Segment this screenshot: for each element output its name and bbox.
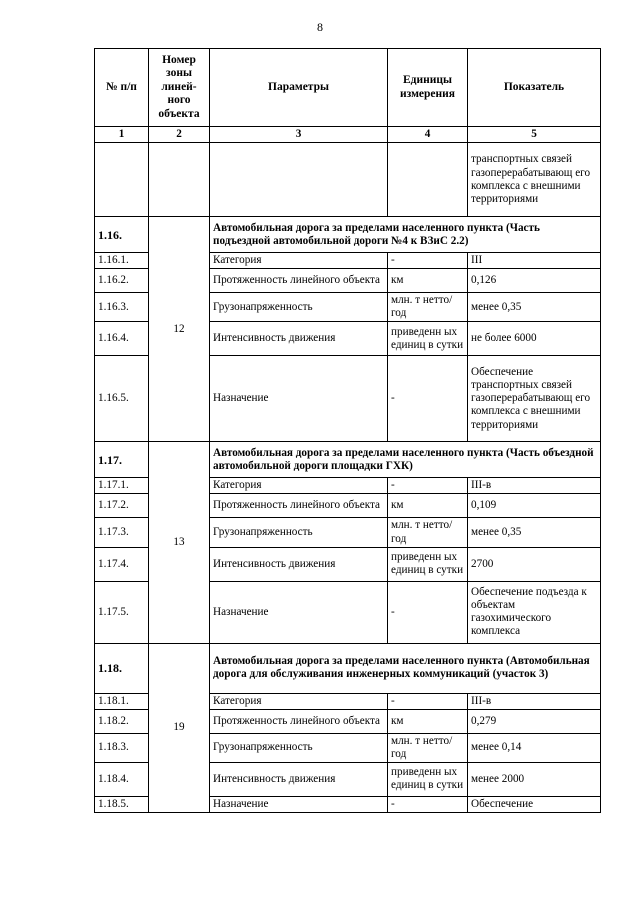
row-number: 1.18.4. — [95, 762, 149, 796]
value: Обеспечение подъезда к объектам газохимического комплекса — [468, 581, 601, 643]
row-number: 1.16.3. — [95, 293, 149, 322]
header-units: Единицы измерения — [388, 49, 468, 127]
continued-row — [95, 143, 601, 217]
param-name: Интенсивность движения — [210, 547, 388, 581]
param-name: Категория — [210, 478, 388, 494]
parameters-table — [94, 48, 601, 813]
unit: - — [388, 693, 468, 709]
param-name: Протяженность линейного объекта — [210, 269, 388, 293]
row-number: 1.17.3. — [95, 518, 149, 547]
unit: млн. т нетто/год — [388, 518, 468, 547]
param-name: Грузонапряженность — [210, 518, 388, 547]
value: Обеспечение — [468, 796, 601, 812]
section-title-row — [95, 217, 601, 253]
section-number: 1.17. — [95, 442, 149, 478]
row-number: 1.16.4. — [95, 322, 149, 356]
param-name: Назначение — [210, 796, 388, 812]
value: 0,126 — [468, 269, 601, 293]
row-number: 1.17.2. — [95, 494, 149, 518]
unit: приведенн ых единиц в сутки — [388, 762, 468, 796]
value: менее 0,35 — [468, 293, 601, 322]
value: 0,109 — [468, 494, 601, 518]
row-number: 1.18.1. — [95, 693, 149, 709]
section-title: Автомобильная дорога за пределами населенного пункта (Часть объездной автомобильной дороги площадки ГХК) — [210, 442, 601, 478]
row-number: 1.16.1. — [95, 253, 149, 269]
row-number: 1.16.5. — [95, 356, 149, 442]
unit: - — [388, 356, 468, 442]
param-name: Категория — [210, 253, 388, 269]
section-title-row — [95, 442, 601, 478]
unit: приведенн ых единиц в сутки — [388, 547, 468, 581]
unit: км — [388, 709, 468, 733]
value: Обеспечение транспортных связей газоперерабатывающ его комплекса с внешними территориями — [468, 356, 601, 442]
param-name: Категория — [210, 693, 388, 709]
unit: км — [388, 269, 468, 293]
column-index-row — [95, 127, 601, 143]
header-value: Показатель — [468, 49, 601, 127]
unit: млн. т нетто/год — [388, 293, 468, 322]
value: не более 6000 — [468, 322, 601, 356]
table-body — [95, 143, 601, 813]
column-index: 2 — [149, 127, 210, 143]
param-name: Протяженность линейного объекта — [210, 709, 388, 733]
unit: - — [388, 253, 468, 269]
param-name: Грузонапряженность — [210, 733, 388, 762]
zone-number: 19 — [149, 643, 210, 812]
value: менее 0,14 — [468, 733, 601, 762]
row-number: 1.18.2. — [95, 709, 149, 733]
param-name: Назначение — [210, 356, 388, 442]
column-index: 1 — [95, 127, 149, 143]
section-title-row — [95, 643, 601, 693]
value: III-в — [468, 478, 601, 494]
row-number: 1.17.5. — [95, 581, 149, 643]
column-index: 3 — [210, 127, 388, 143]
row-number: 1.18.3. — [95, 733, 149, 762]
header-zone: Номер зоны линей-ного объекта — [149, 49, 210, 127]
value: III — [468, 253, 601, 269]
section-number: 1.18. — [95, 643, 149, 693]
value: III-в — [468, 693, 601, 709]
unit: км — [388, 494, 468, 518]
page-number: 8 — [317, 20, 323, 34]
param-name: Интенсивность движения — [210, 762, 388, 796]
unit: млн. т нетто/год — [388, 733, 468, 762]
value: менее 0,35 — [468, 518, 601, 547]
header-params: Параметры — [210, 49, 388, 127]
value: 2700 — [468, 547, 601, 581]
value: менее 2000 — [468, 762, 601, 796]
section-number: 1.16. — [95, 217, 149, 253]
unit: - — [388, 478, 468, 494]
column-index: 5 — [468, 127, 601, 143]
section-title: Автомобильная дорога за пределами населенного пункта (Часть подъездной автомобильной дороги №4 к ВЗиС 2.2) — [210, 217, 601, 253]
param-name: Интенсивность движения — [210, 322, 388, 356]
header-row — [95, 49, 601, 127]
row-number: 1.18.5. — [95, 796, 149, 812]
row-number: 1.17.1. — [95, 478, 149, 494]
unit: приведенн ых единиц в сутки — [388, 322, 468, 356]
param-name: Протяженность линейного объекта — [210, 494, 388, 518]
param-name: Назначение — [210, 581, 388, 643]
header-num: № п/п — [95, 49, 149, 127]
value: 0,279 — [468, 709, 601, 733]
row-number: 1.16.2. — [95, 269, 149, 293]
section-title: Автомобильная дорога за пределами населенного пункта (Автомобильная дорога для обслуживания инженерных коммуникаций (участок 3) — [210, 643, 601, 693]
unit: - — [388, 581, 468, 643]
zone-number: 13 — [149, 442, 210, 643]
param-name: Грузонапряженность — [210, 293, 388, 322]
zone-number: 12 — [149, 217, 210, 442]
row-number: 1.17.4. — [95, 547, 149, 581]
unit: - — [388, 796, 468, 812]
continued-value: транспортных связей газоперерабатывающ его комплекса с внешними территориями — [468, 143, 601, 217]
column-index: 4 — [388, 127, 468, 143]
